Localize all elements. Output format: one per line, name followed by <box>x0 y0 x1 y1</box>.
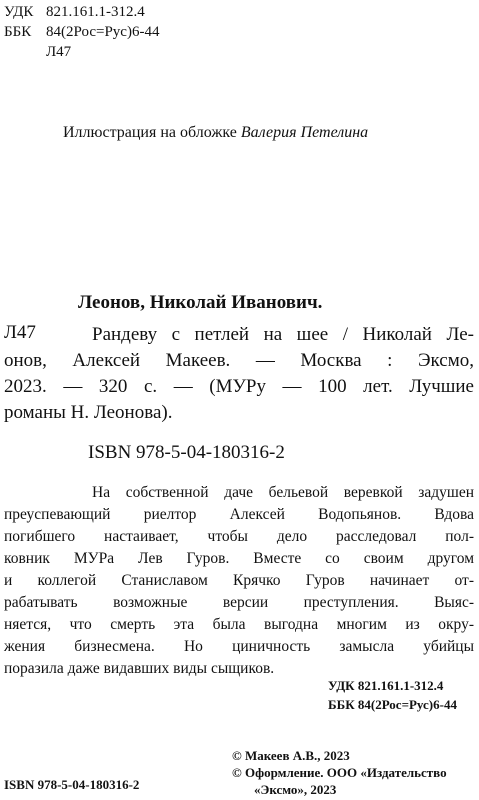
bbk-label: ББК <box>4 24 32 40</box>
annotation-line: поразила даже видавших виды сыщиков. <box>4 660 275 677</box>
illustration-credit <box>63 124 368 142</box>
udk-value: 821.161.1-312.4 <box>46 4 145 20</box>
bibliographic-description <box>4 322 474 426</box>
biblio-line: романы Н. Леонова). <box>4 402 173 423</box>
header-classification-codes <box>4 2 159 62</box>
biblio-line: 2023. — 320 с. — (МУРу — 100 лет. Лучшие <box>4 376 474 397</box>
illustration-prefix: Иллюстрация на обложке <box>63 124 237 141</box>
annotation <box>4 482 474 680</box>
bbk-row <box>4 22 159 42</box>
annotation-line: и коллегой Станиславом Крячко Гуров начинает от- <box>4 572 474 589</box>
catalog-author-mark: Л47 <box>4 322 36 343</box>
header-author-mark: Л47 <box>46 44 72 60</box>
isbn-main: ISBN 978-5-04-180316-2 <box>88 442 285 463</box>
author-mark-row <box>4 42 159 62</box>
bbk-value: 84(2Рос=Рус)6-44 <box>46 24 160 40</box>
copyright-block <box>232 747 447 798</box>
annotation-line: жения бизнесмена. Но циничность замысла убийцы <box>4 638 474 655</box>
author-heading: Леонов, Николай Иванович. <box>78 292 323 313</box>
annotation-line: преуспевающий риелтор Алексей Водопьянов. Вдова <box>4 506 474 523</box>
bbk-code: ББК 84(2Рос=Рус)6-44 <box>328 697 457 712</box>
copyright-author: © Макеев А.В., 2023 <box>232 748 350 763</box>
annotation-line: погибшего настаивает, чтобы дело расследовал пол- <box>4 528 474 545</box>
copyright-design: © Оформление. ООО «Издательство <box>232 765 447 780</box>
annotation-line: няется, что смерть эта была выгодна многим из окру- <box>4 616 474 633</box>
udk-code: УДК 821.161.1-312.4 <box>328 678 444 693</box>
annotation-line: ковник МУРа Лев Гуров. Вместе со своим другом <box>4 550 474 567</box>
annotation-line: На собственной даче бельевой веревкой задушен <box>92 484 474 501</box>
biblio-line: онов, Алексей Макеев. — Москва : Эксмо, <box>4 350 474 371</box>
isbn-bottom: ISBN 978-5-04-180316-2 <box>4 777 140 792</box>
biblio-line: Рандеву с петлей на шее / Николай Ле- <box>92 324 474 345</box>
illustration-artist: Валерия Петелина <box>240 124 369 141</box>
udk-label: УДК <box>4 4 34 20</box>
annotation-line: рабатывать возможные версии преступления. Выяс- <box>4 594 474 611</box>
classification-codes-bottom <box>328 676 457 714</box>
udk-row <box>4 2 159 22</box>
copyright-publisher: «Эксмо», 2023 <box>254 782 337 797</box>
